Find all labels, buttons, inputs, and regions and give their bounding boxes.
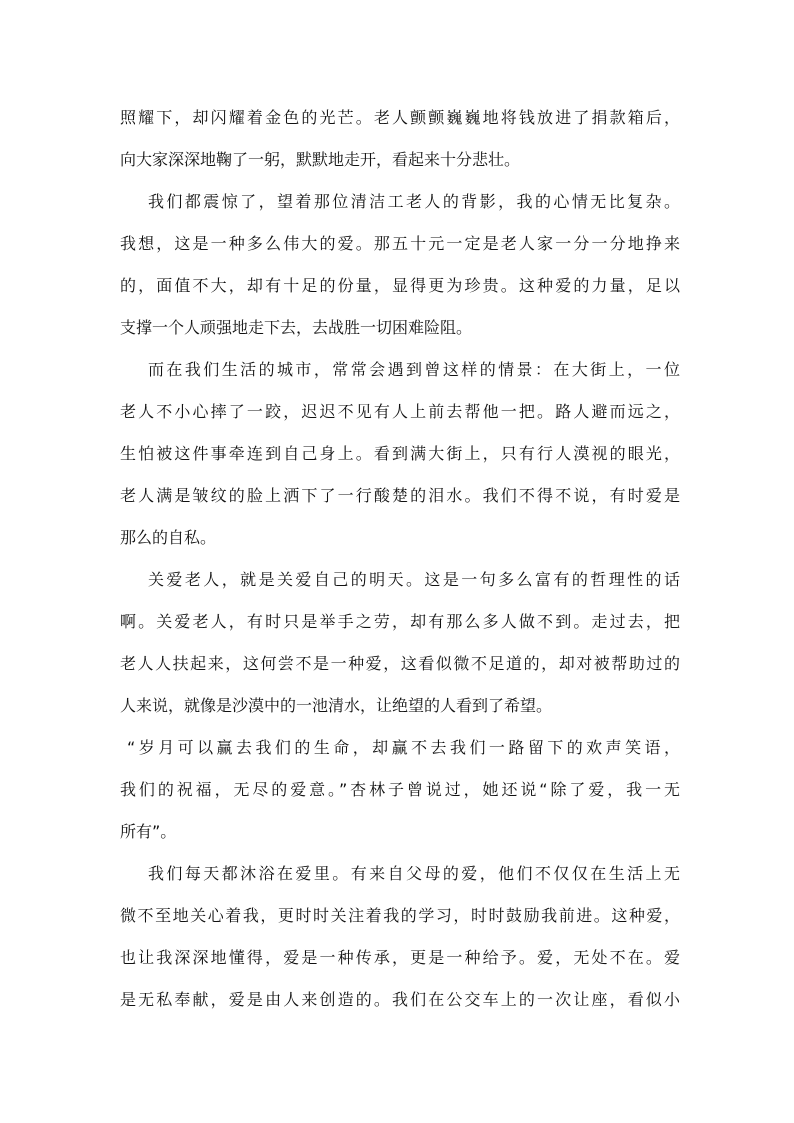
paragraph-3-line-5: 那么的自私。	[120, 528, 217, 547]
paragraph-2-line-3: 的，面值不大，却有十足的份量，显得更为珍贵。这种爱的力量，足以	[120, 276, 680, 295]
text-line-2: 向大家深深地鞠了一躬，默默地走开，看起来十分悲壮。	[120, 150, 521, 169]
paragraph-4-line-3: 老人人扶起来，这何尝不是一种爱，这看似微不足道的，却对被帮助过的	[120, 654, 680, 673]
paragraph-3-line-4: 老人满是皱纹的脸上洒下了一行酸楚的泪水。我们不得不说，有时爱是	[120, 486, 680, 505]
paragraph-5-line-1: “岁月可以赢去我们的生命，却赢不去我们一路留下的欢声笑语，	[127, 738, 680, 757]
paragraph-3-line-3: 生怕被这件事牵连到自己身上。看到满大街上，只有行人漠视的眼光，	[120, 444, 680, 463]
paragraph-3-line-1: 而在我们生活的城市，常常会遇到曾这样的情景：在大街上，一位	[148, 360, 680, 379]
paragraph-3-line-2: 老人不小心摔了一跤，迟迟不见有人上前去帮他一把。路人避而远之，	[120, 402, 680, 421]
paragraph-5-line-2: 我们的祝福，无尽的爱意。”杏林子曾说过，她还说“除了爱，我一无	[120, 780, 680, 799]
text-line-1: 照耀下，却闪耀着金色的光芒。老人颤颤巍巍地将钱放进了捐款箱后，	[120, 108, 680, 127]
paragraph-2-line-4: 支撑一个人顽强地走下去，去战胜一切困难险阻。	[120, 318, 473, 337]
paragraph-5-line-3: 所有”。	[120, 822, 177, 841]
paragraph-4-line-1: 关爱老人，就是关爱自己的明天。这是一句多么富有的哲理性的话	[148, 570, 680, 589]
paragraph-2-line-1: 我们都震惊了，望着那位清洁工老人的背影，我的心情无比复杂。	[148, 192, 680, 211]
paragraph-4-line-4: 人来说，就像是沙漠中的一池清水，让绝望的人看到了希望。	[120, 696, 553, 715]
paragraph-6-line-1: 我们每天都沐浴在爱里。有来自父母的爱，他们不仅仅在生活上无	[148, 864, 680, 883]
paragraph-2-line-2: 我想，这是一种多么伟大的爱。那五十元一定是老人家一分一分地挣来	[120, 234, 680, 253]
paragraph-6-line-4: 是无私奉献，爱是由人来创造的。我们在公交车上的一次让座，看似小	[120, 990, 680, 1009]
paragraph-6-line-2: 微不至地关心着我，更时时关注着我的学习，时时鼓励我前进。这种爱，	[120, 906, 680, 925]
paragraph-6-line-3: 也让我深深地懂得，爱是一种传承，更是一种给予。爱，无处不在。爱	[120, 948, 680, 967]
paragraph-4-line-2: 啊。关爱老人，有时只是举手之劳，却有那么多人做不到。走过去，把	[120, 612, 680, 631]
